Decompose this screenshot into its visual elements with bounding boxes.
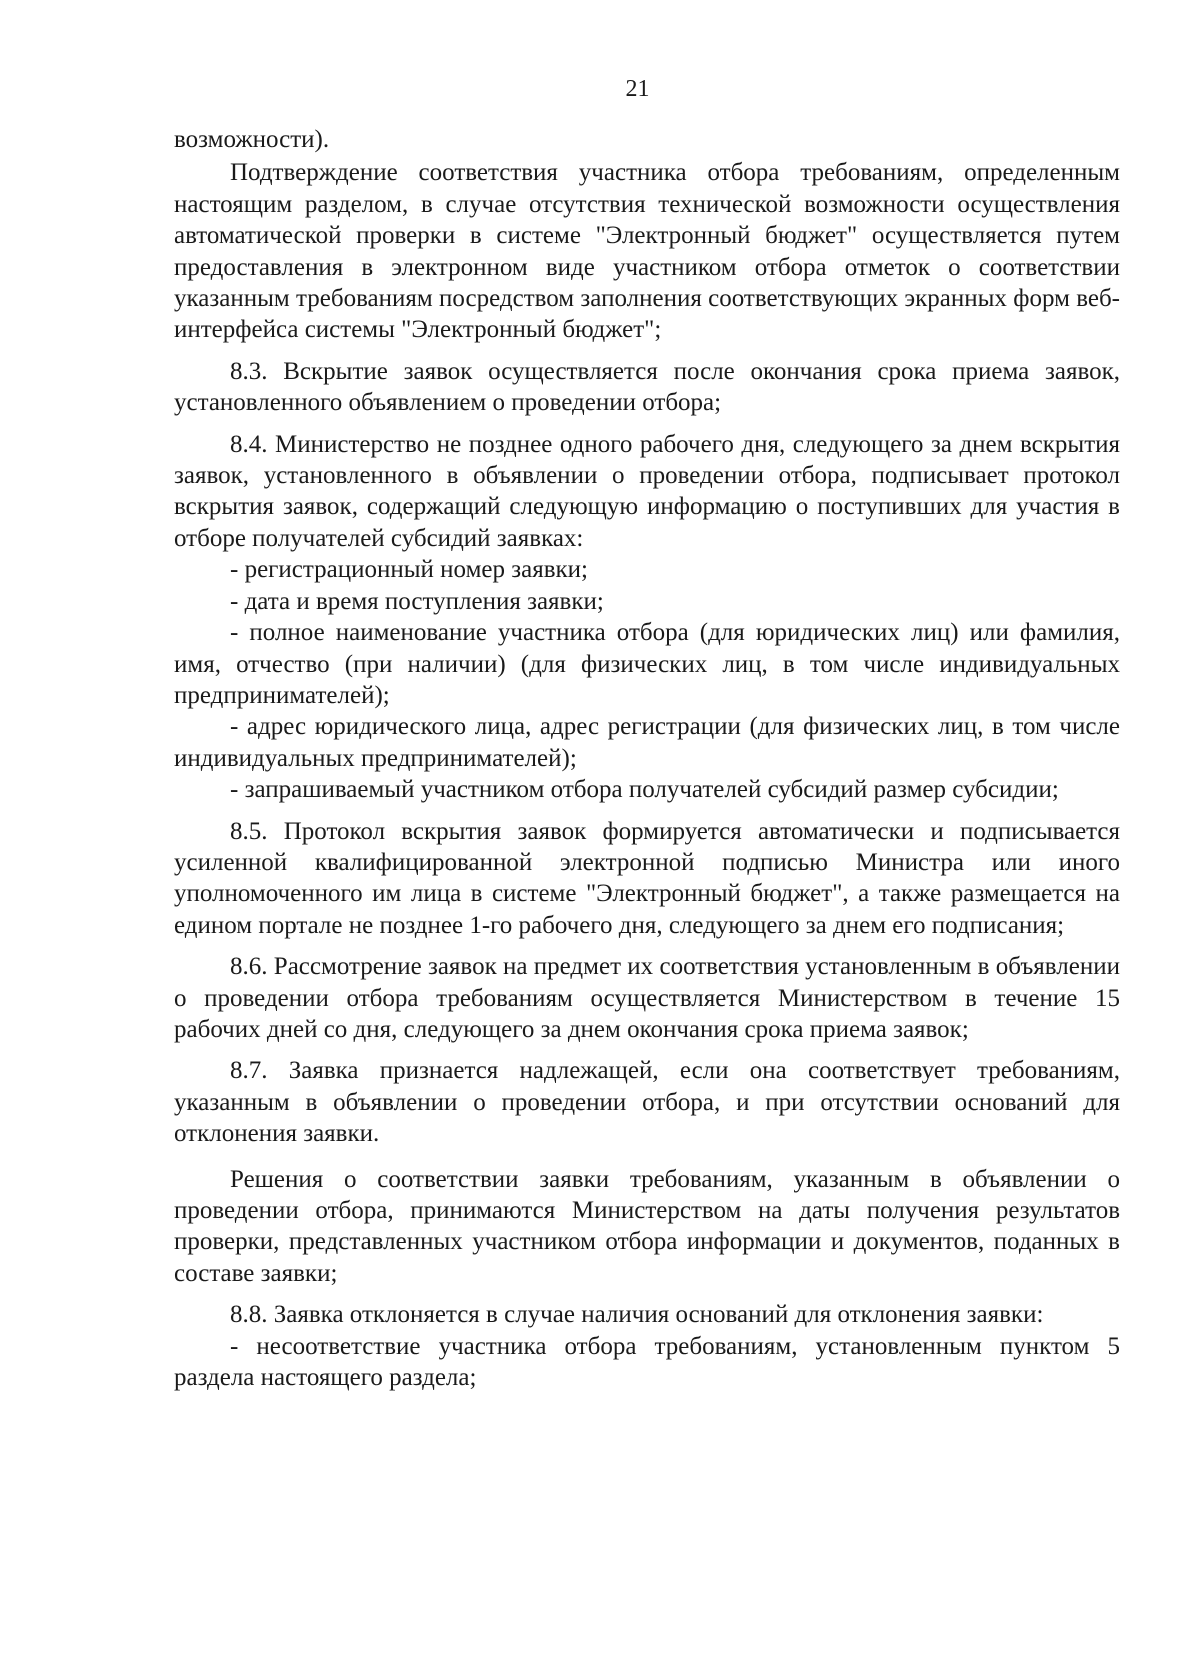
paragraph-8-4: 8.4. Министерство не позднее одного рабочего дня, следующего за днем вскрытия заявок, установленного в объявлении о проведении отбора, подписывает протокол вскрытия заявок, содержащий следующую информацию о поступивших для участия в отборе получателей субсидий заявках: <box>174 430 1120 552</box>
paragraph-8-6: 8.6. Рассмотрение заявок на предмет их соответствия установленным в объявлении о проведении отбора требованиям осуществляется Министерством в течение 15 рабочих дней со дня, следующего за днем окончания срока приема заявок; <box>174 953 1120 1043</box>
paragraph-8-3: 8.3. Вскрытие заявок осуществляется после окончания срока приема заявок, установленного объявлением о проведении отбора; <box>174 357 1120 417</box>
document-body <box>174 124 1120 1393</box>
list-item-full-name: - полное наименование участника отбора (для юридических лиц) или фамилия, имя, отчество (при наличии) (для физических лиц, в том числе индивидуальных предпринимателей); <box>174 619 1120 709</box>
paragraph-8-7: 8.7. Заявка признается надлежащей, если она соответствует требованиям, указанным в объявлении о проведении отбора, и при отсутствии оснований для отклонения заявки. <box>174 1057 1120 1148</box>
list-item-date-time: - дата и время поступления заявки; <box>230 587 604 615</box>
page-number: 21 <box>625 76 650 102</box>
list-item-address: - адрес юридического лица, адрес регистрации (для физических лиц, в том числе индивидуальных предпринимателей); <box>174 713 1120 772</box>
paragraph-decisions: Решения о соответствии заявки требованиям, указанным в объявлении о проведении отбора, принимаются Министерством на даты получения результатов проверки, представленных участником отбора информации и документов, поданных в составе заявки; <box>174 1165 1120 1287</box>
paragraph-8-5: 8.5. Протокол вскрытия заявок формируется автоматически и подписывается усиленной квалифицированной электронной подписью Министра или иного уполномоченного им лица в системе "Электронный бюджет", а также размещается на едином портале не позднее 1-го рабочего дня, следующего за днем его подписания; <box>174 817 1120 939</box>
paragraph-confirmation: Подтверждение соответствия участника отбора требованиям, определенным настоящим разделом, в случае отсутствия технической возможности осуществления автоматической проверки в системе "Электронный бюджет" осуществляется путем предоставления в электронном виде участником отбора отметок о соответствии указанным требованиям посредством заполнения соответствующих экранных форм веб-интерфейса системы "Электронный бюджет"; <box>174 159 1120 344</box>
list-item-subsidy-amount: - запрашиваемый участником отбора получателей субсидий размер субсидии; <box>230 776 1059 804</box>
list-item-nonconformity: - несоответствие участника отбора требованиям, установленным пунктом 5 раздела настоящего раздела; <box>174 1332 1120 1392</box>
paragraph-continuation: возможности). <box>174 126 330 153</box>
list-item-registration-number: - регистрационный номер заявки; <box>230 556 588 584</box>
paragraph-8-8: 8.8. Заявка отклоняется в случае наличия оснований для отклонения заявки: <box>230 1301 1044 1329</box>
